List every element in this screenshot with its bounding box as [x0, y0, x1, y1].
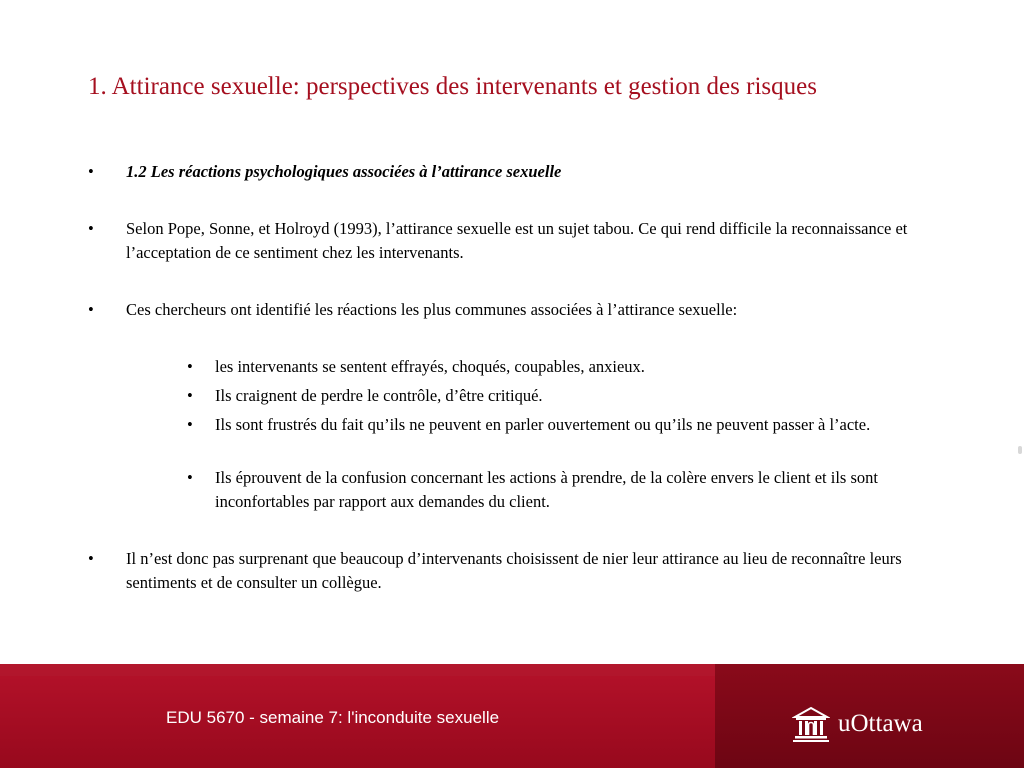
footer-course-label: EDU 5670 - semaine 7: l'inconduite sexuelle	[166, 708, 500, 727]
uottawa-logo	[792, 704, 923, 744]
bullet-item	[88, 298, 938, 322]
sub-bullet-text: Ils craignent de perdre le contrôle, d’être critiqué.	[215, 386, 543, 405]
bullet-marker: •	[88, 219, 94, 238]
sub-bullet-marker: •	[187, 468, 193, 487]
bullet-item	[88, 217, 938, 265]
bullet-item-subheading	[88, 160, 938, 184]
bullet-marker: •	[88, 549, 94, 568]
bullet-text: Il n’est donc pas surprenant que beaucoup d’intervenants choisissent de nier leur attirance au lieu de reconnaître leurs sentiments et de consulter un collègue.	[126, 549, 902, 592]
footer-bar	[0, 664, 1024, 768]
sub-bullet-marker: •	[187, 415, 193, 434]
university-building-icon	[792, 705, 830, 743]
sub-bullet-text: Ils sont frustrés du fait qu’ils ne peuvent en parler ouvertement ou qu’ils ne peuvent passer à l’acte.	[215, 415, 871, 434]
slide-title: 1. Attirance sexuelle: perspectives des intervenants et gestion des risques	[88, 73, 817, 100]
sub-bullet-text: Ils éprouvent de la confusion concernant les actions à prendre, de la colère envers le client et ils sont inconfortables par rapport aux demandes du client.	[215, 468, 878, 511]
sub-bullet-text: les intervenants se sentent effrayés, choqués, coupables, anxieux.	[215, 357, 645, 376]
sub-bullet-marker: •	[187, 357, 193, 376]
sub-bullet-item	[187, 413, 937, 437]
bullet-item	[88, 547, 938, 595]
bullet-text: Selon Pope, Sonne, et Holroyd (1993), l’attirance sexuelle est un sujet tabou. Ce qui rend difficile la reconnaissance et l’acceptation de ce sentiment chez les intervenants.	[126, 219, 908, 262]
sub-bullet-item	[187, 384, 937, 408]
edge-marker	[1018, 446, 1022, 454]
bullet-marker: •	[88, 300, 94, 319]
sub-bullet-item	[187, 466, 937, 514]
bullet-marker: •	[88, 162, 94, 181]
sub-bullet-marker: •	[187, 386, 193, 405]
logo-wordmark: uOttawa	[838, 710, 923, 737]
bullet-text: 1.2 Les réactions psychologiques associées à l’attirance sexuelle	[126, 162, 562, 181]
sub-bullet-item	[187, 355, 937, 379]
bullet-text: Ces chercheurs ont identifié les réactions les plus communes associées à l’attirance sexuelle:	[126, 300, 738, 319]
